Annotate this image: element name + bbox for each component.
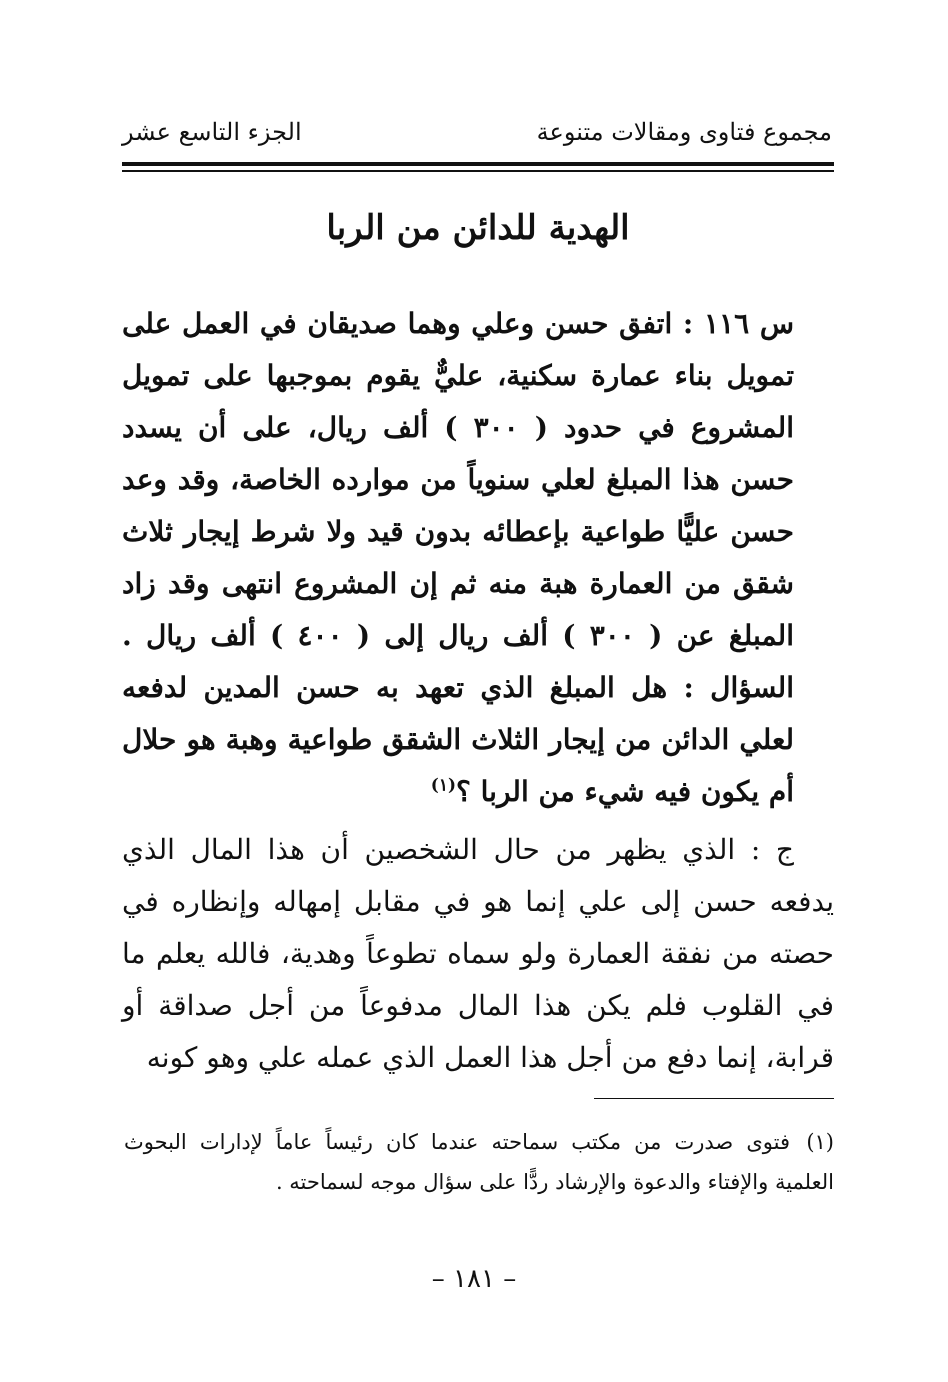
- volume-label: الجزء التاسع عشر: [122, 118, 302, 146]
- header-rule-thick: [122, 162, 834, 166]
- main-text: [122, 298, 834, 1084]
- book-title: مجموع فتاوى ومقالات متنوعة: [536, 118, 832, 146]
- footnote-reference: (١): [430, 775, 457, 796]
- question-paragraph: [122, 298, 834, 818]
- footnote-text: فتوى صدرت من مكتب سماحته عندما كان رئيساً عاماً لإدارات البحوث العلمية والإفتاء والدعوة والإرشاد ردًّا على سؤال موجه لسماحته .: [124, 1130, 834, 1194]
- page-number: – ١٨١ –: [431, 1264, 517, 1294]
- section-title: الهدية للدائن من الربا: [326, 208, 630, 248]
- answer-paragraph: ج : الذي يظهر من حال الشخصين أن هذا المال الذي يدفعه حسن إلى علي إنما هو في مقابل إمهاله وإنظاره في حصته من نفقة العمارة ولو سماه تطوعاً وهدية، فالله يعلم ما في القلوب فلم يكن هذا المال مدفوعاً من أجل صداقة أو قرابة، إنما دفع من أجل هذا العمل الذي عمله علي وهو كونه: [122, 833, 834, 1074]
- footnote-separator: [594, 1098, 834, 1099]
- running-header: [122, 118, 832, 158]
- question-text: س ١١٦ : اتفق حسن وعلي وهما صديقان في العمل على تمويل بناء عمارة سكنية، عليٌّ يقوم بموجبها على تمويل المشروع في حدود ( ٣٠٠ ) ألف ريال، على أن يسدد حسن هذا المبلغ لعلي سنوياً من موارده الخاصة، وقد وعد حسن عليًّا طواعية بإعطائه بدون قيد ولا شرط إيجار ثلاث شقق من العمارة هبة منه ثم إن المشروع انتهى وقد زاد المبلغ عن ( ٣٠٠ ) ألف ريال إلى ( ٤٠٠ ) ألف ريال . السؤال : هل المبلغ الذي تعهد به حسن المدين لدفعه لعلي الدائن من إيجار الثلاث الشقق طواعية وهبة هو حلال أم يكون فيه شيء من الربا ؟: [122, 307, 794, 808]
- footnote-number: (١): [806, 1130, 834, 1154]
- header-rule-thin: [122, 170, 834, 172]
- footnote: [124, 1122, 834, 1202]
